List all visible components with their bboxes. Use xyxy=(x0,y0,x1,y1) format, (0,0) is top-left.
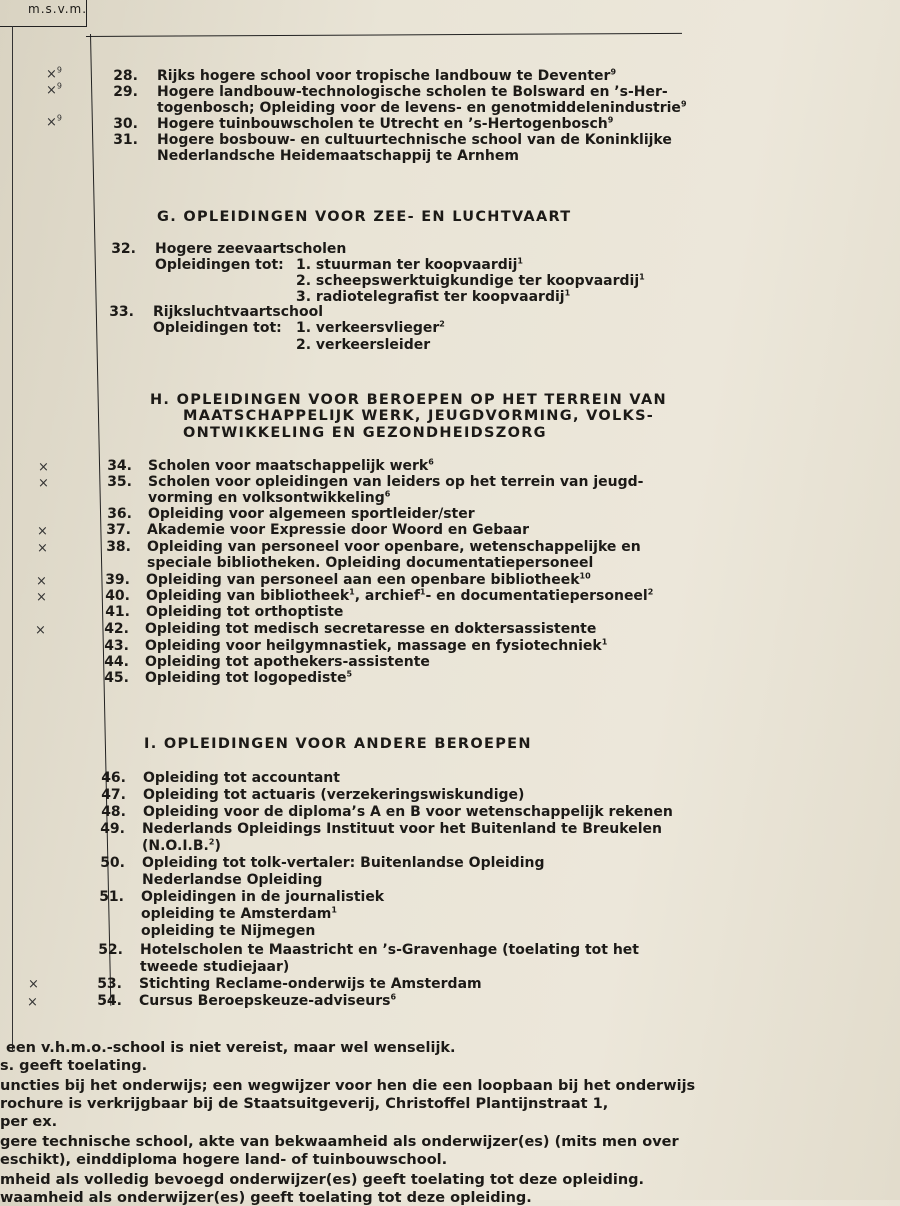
item-number: 52. xyxy=(98,942,123,958)
item-number: 36. xyxy=(107,506,132,522)
item-number: 44. xyxy=(104,654,129,670)
mark-37: × xyxy=(37,524,48,539)
mark-39: × xyxy=(36,574,47,589)
item-text: Opleiding van bibliotheek$^1$, archief$^1$- en documentatiepersoneel$^2$ xyxy=(146,587,654,604)
item-number: 51. xyxy=(99,889,124,905)
item-text: togenbosch; Opleiding voor de levens- en genotmiddelenindustrie$^9$ xyxy=(157,99,687,116)
item-number: 50. xyxy=(100,855,125,871)
item-number: 34. xyxy=(107,458,132,474)
item-text: Rijks hogere school voor tropische landbouw te Deventer$^9$ xyxy=(157,67,617,84)
mark-53: × xyxy=(28,977,39,992)
item-text: 1. verkeersvlieger$^2$ xyxy=(296,319,445,336)
item-number: 54. xyxy=(97,993,122,1009)
item-text: Hogere bosbouw- en cultuurtechnische school van de Koninklijke xyxy=(157,132,672,148)
item-text: vorming en volksontwikkeling$^6$ xyxy=(148,489,391,506)
item-text: Opleidingen tot: xyxy=(155,257,284,273)
item-text: Opleiding voor algemeen sportleider/ster xyxy=(148,506,475,522)
item-number: 38. xyxy=(106,539,131,555)
footnote-line: mheid als volledig bevoegd onderwijzer(es) geeft toelating tot deze opleiding. xyxy=(0,1172,645,1188)
item-number: 39. xyxy=(105,572,130,588)
item-text: Opleiding voor de diploma’s A en B voor wetenschappelijk rekenen xyxy=(143,804,673,820)
section-heading-h: H. OPLEIDINGEN VOOR BEROEPEN OP HET TERREIN VAN xyxy=(150,392,667,408)
item-number: 30. xyxy=(113,116,138,132)
mark-34: × xyxy=(38,460,49,475)
item-text: opleiding te Nijmegen xyxy=(141,923,316,939)
item-text: Opleiding tot actuaris (verzekeringswiskundige) xyxy=(143,787,525,803)
mark-28: ×$^9$ xyxy=(46,65,62,82)
item-text: Opleidingen in de journalistiek xyxy=(141,889,385,905)
footnote-line: gere technische school, akte van bekwaamheid als onderwijzer(es) (mits men over xyxy=(0,1134,679,1150)
mark-54: × xyxy=(27,995,38,1010)
item-text: 2. scheepswerktuigkundige ter koopvaardij$^1$ xyxy=(296,272,645,289)
item-text: 1. stuurman ter koopvaardij$^1$ xyxy=(296,256,523,273)
section-heading-g: G. OPLEIDINGEN VOOR ZEE- EN LUCHTVAART xyxy=(157,209,572,225)
item-number: 48. xyxy=(101,804,126,820)
section-heading-i: I. OPLEIDINGEN VOOR ANDERE BEROEPEN xyxy=(144,736,532,752)
item-text: Opleiding tot tolk-vertaler: Buitenlandse Opleiding xyxy=(142,855,545,871)
item-text: Akademie voor Expressie door Woord en Gebaar xyxy=(147,522,530,538)
item-text: speciale bibliotheken. Opleiding documentatiepersoneel xyxy=(147,555,594,571)
item-text: Nederlands Opleidings Instituut voor het Buitenland te Breukelen xyxy=(142,821,662,837)
item-text: Stichting Reclame-onderwijs te Amsterdam xyxy=(139,976,482,992)
item-text: Hogere landbouw-technologische scholen te Bolsward en ’s-Her- xyxy=(157,84,668,100)
item-text: Nederlandse Opleiding xyxy=(142,872,323,888)
item-number: 49. xyxy=(100,821,125,837)
item-text: Opleiding tot orthoptiste xyxy=(146,604,344,620)
item-text: Opleiding tot logopediste$^5$ xyxy=(145,669,353,686)
item-text: Opleiding tot accountant xyxy=(143,770,340,786)
item-text: 2. verkeersleider xyxy=(296,337,431,353)
item-text: Hogere zeevaartscholen xyxy=(155,241,347,257)
item-number: 47. xyxy=(101,787,126,803)
item-number: 40. xyxy=(105,588,130,604)
item-text: Hogere tuinbouwscholen te Utrecht en ’s-Hertogenbosch$^9$ xyxy=(157,115,614,132)
item-number: 41. xyxy=(105,604,130,620)
item-number: 37. xyxy=(106,522,131,538)
mark-42: × xyxy=(35,623,46,638)
item-number: 31. xyxy=(113,132,138,148)
mark-30: ×$^9$ xyxy=(46,113,62,130)
mark-35: × xyxy=(38,476,49,491)
item-text: opleiding te Amsterdam$^1$ xyxy=(141,905,337,922)
item-text: (N.O.I.B.$^2$) xyxy=(142,837,221,854)
header-rule xyxy=(86,33,682,37)
footnote-line: eschikt), einddiploma hogere land- of tuinbouwschool. xyxy=(0,1152,448,1168)
item-text: tweede studiejaar) xyxy=(140,959,290,975)
item-text: Opleiding tot apothekers-assistente xyxy=(145,654,430,670)
footnote-line: uncties bij het onderwijs; een wegwijzer voor hen die een loopbaan bij het onderwijs xyxy=(0,1078,696,1094)
item-number: 42. xyxy=(104,621,129,637)
item-text: Nederlandsche Heidemaatschappij te Arnhem xyxy=(157,148,519,164)
item-number: 28. xyxy=(113,68,138,84)
section-heading-h: MAATSCHAPPELIJK WERK, JEUGDVORMING, VOLKS- xyxy=(183,408,655,424)
footnote-line: per ex. xyxy=(0,1114,58,1130)
footnote-line: rochure is verkrijgbaar bij de Staatsuitgeverij, Christoffel Plantijnstraat 1, xyxy=(0,1096,609,1112)
item-text: Opleidingen tot: xyxy=(153,320,282,336)
item-text: Opleiding voor heilgymnastiek, massage en fysiotechniek$^1$ xyxy=(145,637,608,654)
item-number: 35. xyxy=(107,474,132,490)
item-text: Scholen voor maatschappelijk werk$^6$ xyxy=(148,457,434,474)
item-text: 3. radiotelegrafist ter koopvaardij$^1$ xyxy=(296,288,571,305)
footnote-line: waamheid als onderwijzer(es) geeft toelating tot deze opleiding. xyxy=(0,1190,532,1206)
mark-38: × xyxy=(37,541,48,556)
item-number: 32. xyxy=(111,241,136,257)
item-number: 46. xyxy=(101,770,126,786)
item-text: Rijksluchtvaartschool xyxy=(153,304,323,320)
item-text: Opleiding van personeel voor openbare, wetenschappelijke en xyxy=(147,539,641,555)
item-text: Cursus Beroepskeuze-adviseurs$^6$ xyxy=(139,992,397,1009)
item-text: Opleiding tot medisch secretaresse en doktersassistente xyxy=(145,621,597,637)
item-number: 53. xyxy=(97,976,122,992)
item-text: Opleiding van personeel aan een openbare bibliotheek$^{10}$ xyxy=(146,571,591,588)
item-number: 33. xyxy=(109,304,134,320)
header-column-label: m.s.v.m. xyxy=(28,2,88,16)
mark-40: × xyxy=(36,590,47,605)
item-text: Hotelscholen te Maastricht en ’s-Gravenhage (toelating tot het xyxy=(140,942,639,958)
section-heading-h: ONTWIKKELING EN GEZONDHEIDSZORG xyxy=(183,425,547,441)
footnote-line: s. geeft toelating. xyxy=(0,1058,148,1074)
item-number: 43. xyxy=(104,638,129,654)
footnote-line: een v.h.m.o.-school is niet vereist, maar wel wenselijk. xyxy=(6,1040,456,1056)
item-text: Scholen voor opleidingen van leiders op het terrein van jeugd- xyxy=(148,474,644,490)
left-column-rule xyxy=(12,26,13,1050)
mark-29: ×$^9$ xyxy=(46,81,62,98)
item-number: 29. xyxy=(113,84,138,100)
item-number: 45. xyxy=(104,670,129,686)
